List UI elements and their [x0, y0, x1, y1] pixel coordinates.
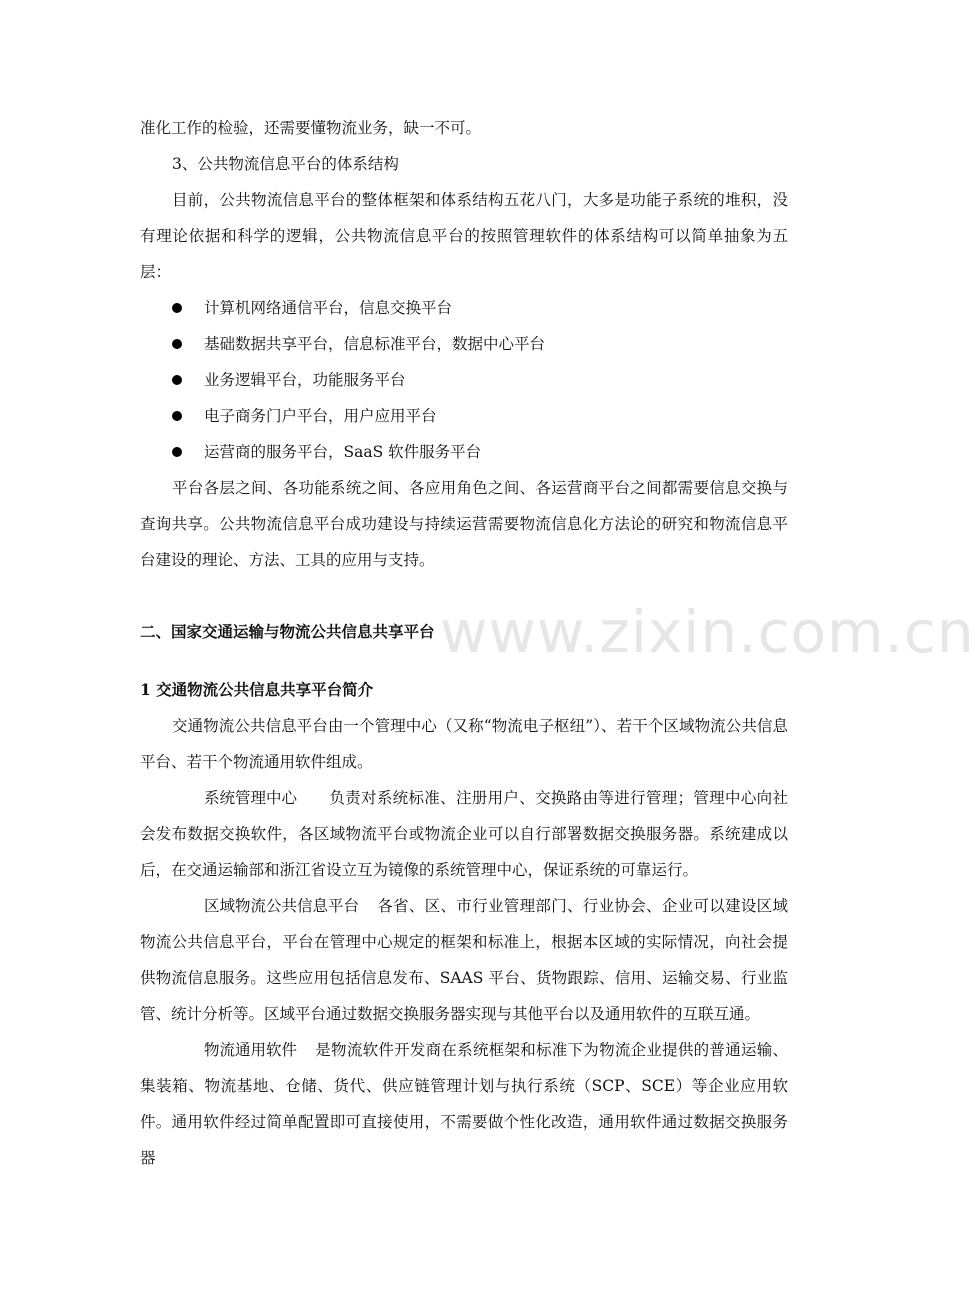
list-item [140, 326, 788, 362]
description-management-center: 负责对系统标准、注册用户、交换路由等进行管理；管理中心向社会发布数据交换软件，各区域物流平台或物流企业可以自行部署数据交换服务器。系统建成以后，在交通运输部和浙江省设立互为镜像的系统管理中心，保证系统的可靠运行。 [140, 789, 788, 879]
bullet-icon [172, 411, 182, 421]
bullet-icon [172, 375, 182, 385]
subsection-heading: 1 交通物流公共信息共享平台简介 [140, 680, 374, 699]
list-item-text: 运营商的服务平台，SaaS 软件服务平台 [204, 443, 482, 461]
term-regional-platform: 区域物流公共信息平台 [204, 897, 360, 915]
list-item [140, 434, 788, 470]
term-management-center: 系统管理中心 [204, 789, 298, 807]
bullet-icon [172, 339, 182, 349]
description-general-software: 是物流软件开发商在系统框架和标准下为物流企业提供的普通运输、集装箱、物流基地、仓储、货代、供应链管理计划与执行系统（SCP、SCE）等企业应用软件。通用软件经过简单配置即可直接使用，不需要做个性化改造，通用软件通过数据交换服务器 [140, 1041, 788, 1167]
paragraph-regional-platform [140, 888, 788, 1032]
bullet-icon [172, 447, 182, 457]
watermark: www.zixin.com.cn [440, 598, 975, 666]
paragraph-management-center [140, 780, 788, 888]
term-general-software: 物流通用软件 [204, 1041, 298, 1059]
layer-list [140, 290, 788, 470]
list-item [140, 362, 788, 398]
paragraph-layer-summary: 平台各层之间、各功能系统之间、各应用角色之间、各运营商平台之间都需要信息交换与查询共享。公共物流信息平台成功建设与持续运营需要物流信息化方法论的研究和物流信息平台建设的理论、方法、工具的应用与支持。 [140, 479, 788, 569]
section-heading-architecture: 3、公共物流信息平台的体系结构 [172, 155, 399, 173]
chapter-heading: 二、国家交通运输与物流公共信息共享平台 [140, 622, 435, 641]
paragraph-continuation: 准化工作的检验，还需要懂物流业务，缺一不可。 [140, 119, 482, 137]
paragraph-general-software [140, 1032, 788, 1176]
description-regional-platform: 各省、区、市行业管理部门、行业协会、企业可以建设区域物流公共信息平台，平台在管理中心规定的框架和标准上，根据本区域的实际情况，向社会提供物流信息服务。这些应用包括信息发布、SAAS 平台、货物跟踪、信用、运输交易、行业监管、统计分析等。区域平台通过数据交换服务器实现与其他平台以及通用软件的互联互通。 [140, 897, 788, 1023]
document-body [140, 110, 788, 1176]
list-item [140, 398, 788, 434]
list-item-text: 电子商务门户平台，用户应用平台 [204, 407, 437, 425]
list-item [140, 290, 788, 326]
bullet-icon [172, 303, 182, 313]
list-item-text: 计算机网络通信平台，信息交换平台 [204, 299, 453, 317]
paragraph-platform-overview: 交通物流公共信息平台由一个管理中心（又称“物流电子枢纽”）、若干个区域物流公共信息平台、若干个物流通用软件组成。 [140, 717, 788, 771]
list-item-text: 基础数据共享平台，信息标准平台，数据中心平台 [204, 335, 546, 353]
list-item-text: 业务逻辑平台，功能服务平台 [204, 371, 406, 389]
paragraph-architecture-intro: 目前，公共物流信息平台的整体框架和体系结构五花八门，大多是功能子系统的堆积，没有理论依据和科学的逻辑，公共物流信息平台的按照管理软件的体系结构可以简单抽象为五层： [140, 191, 788, 281]
